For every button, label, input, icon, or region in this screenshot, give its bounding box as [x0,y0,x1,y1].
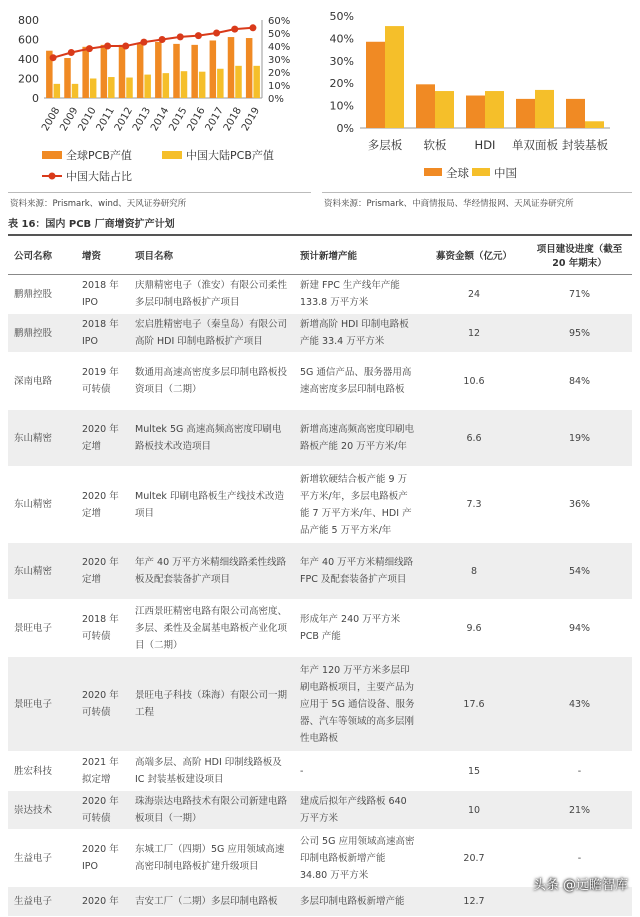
cell-capacity: 年产 120 万平方米多层印刷电路板项目，主要产品为应用于 5G 通信设备、服务器、汽车等领域的高多层刚性电路板 [294,657,421,752]
cell-capacity: 年产 40 万平方米精细线路 FPC 及配套装备扩产项目 [294,543,421,600]
divider-right [322,192,632,193]
cell-progress: - [527,752,632,791]
cell-progress: 95% [527,314,632,353]
bar-china [535,90,554,128]
cell-progress: 21% [527,791,632,830]
cell-project: 高端多层、高阶 HDI 印制线路板及 IC 封装基板建设项目 [129,752,294,791]
cell-capacity: 多层印制电路板新增产能 [294,887,421,917]
y-tick-label: 0 [32,92,39,105]
header-amount: 募资金额（亿元） [421,235,527,275]
line-share-point [213,30,220,37]
cell-company: 东山精密 [8,467,76,543]
line-share-point [50,54,57,61]
y-tick-label: 400 [18,53,39,66]
bar-global [466,96,485,128]
cell-amount: 9.6 [421,600,527,657]
bar-global [137,43,144,98]
cell-capacity: - [294,752,421,791]
cell-project: 宏启胜精密电子（秦皇岛）有限公司高阶 HDI 印制电路板扩产项目 [129,314,294,353]
cell-type: 2020 年 IPO [76,830,129,887]
cell-company: 鹏鼎控股 [8,314,76,353]
legend-label-china: 中国 [494,166,517,180]
chart-product-mix [322,0,640,190]
table-row [8,275,632,314]
table-row [8,543,632,600]
x-tick-label: 2011 [94,105,117,134]
legend-swatch-china [162,151,182,159]
bar-china [163,73,170,98]
bar-china [199,72,206,98]
cell-capacity: 公司 5G 应用领域高速高密印制电路板新增产能 34.80 万平方米 [294,830,421,887]
header-type: 增资 [76,235,129,275]
legend-label-global: 全球PCB产值 [66,149,132,162]
cell-project: 吉安工厂（二期）多层印制电路板 [129,887,294,917]
line-share-point [68,49,75,56]
legend-marker-share [49,173,56,180]
y2-tick-label: 0% [268,94,284,105]
cell-type: 2020 年 可转债 [76,791,129,830]
source-right: 资料来源：Prismark、中商情报局、华经情报网、天风证券研究所 [324,199,574,209]
x-tick-label: 2019 [239,105,263,134]
cell-amount: 24 [421,275,527,314]
cell-progress: - [527,830,632,887]
cell-project: 珠海崇达电路技术有限公司新建电路板项目（一期） [129,791,294,830]
watermark: 头条 @远瞻智库 [532,878,628,893]
y-tick-label: 200 [18,72,39,86]
bar-china [217,69,224,98]
line-share-point [122,43,129,50]
cell-progress: 84% [527,353,632,410]
table-row [8,314,632,353]
cell-amount: 12.7 [421,887,527,917]
bar-global [191,45,198,98]
cell-project: 东城工厂（四期）5G 应用领域高速高密印制电路板扩建升级项目 [129,830,294,887]
bar-global [155,42,162,98]
table-header-row [8,235,632,275]
bar-china [385,26,404,128]
cell-company: 东山精密 [8,410,76,467]
y-tick-label: 0% [336,122,354,135]
bar-china [126,78,133,98]
expansion-table [8,234,632,917]
cell-type: 2020 年 定增 [76,543,129,600]
cell-progress: 19% [527,410,632,467]
cell-progress: 71% [527,275,632,314]
y-tick-label: 10% [329,99,354,113]
cell-type: 2020 年 [76,887,129,917]
x-tick-label: 2018 [221,105,245,134]
x-tick-label: 2012 [112,105,136,134]
bar-china [253,66,260,98]
cell-project: 景旺电子科技（珠海）有限公司一期工程 [129,657,294,752]
cell-type: 2020 年 定增 [76,410,129,467]
cell-progress: 43% [527,657,632,752]
cell-capacity: 形成年产 240 万平方米 PCB 产能 [294,600,421,657]
x-tick-label: 2008 [40,105,63,134]
table-row [8,353,632,410]
cell-type: 2018 年 IPO [76,314,129,353]
x-tick-label: 封装基板 [562,138,608,152]
y2-tick-label: 50% [268,29,291,40]
line-share-point [195,32,202,39]
chart-product-mix-svg [322,0,640,190]
cell-capacity: 建成后拟年产线路板 640 万平方米 [294,791,421,830]
line-share-point [86,45,93,52]
cell-type: 2019 年 可转债 [76,353,129,410]
bar-china [181,71,188,98]
y2-tick-label: 20% [268,68,291,79]
bar-china [90,79,97,99]
cell-project: Multek 印刷电路板生产线技术改造项目 [129,467,294,543]
legend-swatch-china [472,168,490,176]
y-tick-label: 40% [329,32,354,46]
cell-capacity: 新增软硬结合板产能 9 万平方米/年，多层电路板产能 7 万平方米/年、HDI 产品产能 5 万平方米/年 [294,467,421,543]
bar-global [246,38,253,98]
cell-project: 数通用高速高密度多层印制电路板投资项目（二期） [129,353,294,410]
line-share-point [249,24,256,31]
line-share-point [177,33,184,40]
table-row [8,752,632,791]
x-tick-label: 2017 [203,105,226,134]
cell-amount: 7.3 [421,467,527,543]
bar-china [585,121,604,128]
cell-progress: 36% [527,467,632,543]
cell-type: 2021 年 拟定增 [76,752,129,791]
cell-company: 深南电路 [8,353,76,410]
bar-global [101,45,108,98]
cell-type: 2018 年 可转债 [76,600,129,657]
bar-global [516,99,535,128]
line-share-point [231,26,238,33]
bar-global [416,84,435,128]
cell-type: 2020 年 可转债 [76,657,129,752]
cell-company: 景旺电子 [8,600,76,657]
x-tick-label: 2014 [149,105,172,134]
table-title: 表 16：国内 PCB 厂商增资扩产计划 [8,219,175,230]
legend-label-global: 全球 [446,166,469,180]
y2-tick-label: 30% [268,55,291,66]
cell-project: 江西景旺精密电路有限公司高密度、多层、柔性及金属基电路板产业化项目（二期） [129,600,294,657]
cell-capacity: 新建 FPC 生产线年产能 133.8 万平方米 [294,275,421,314]
x-tick-label: 2009 [58,105,81,134]
bar-china [108,77,115,98]
bar-global [366,42,385,128]
chart-pcb-output [0,0,315,190]
bar-china [72,84,79,98]
x-tick-label: HDI [474,138,496,152]
cell-progress: 94% [527,600,632,657]
cell-company: 东山精密 [8,543,76,600]
cell-company: 生益电子 [8,887,76,917]
bar-global [566,99,585,128]
cell-amount: 12 [421,314,527,353]
line-share-point [159,36,166,43]
bar-global [210,40,217,98]
cell-project: 庆鼎精密电子（淮安）有限公司柔性 多层印制电路板扩产项目 [129,275,294,314]
line-share-point [140,39,147,46]
x-tick-label: 2016 [185,105,208,134]
table-row [8,467,632,543]
cell-company: 崇达技术 [8,791,76,830]
cell-progress: 54% [527,543,632,600]
bar-global [64,58,71,98]
cell-amount: 10 [421,791,527,830]
bar-global [82,47,89,98]
x-tick-label: 2015 [167,105,190,134]
y-tick-label: 20% [329,77,354,91]
y-tick-label: 600 [18,33,39,47]
y-tick-label: 50% [329,10,354,23]
divider-left [8,192,311,193]
cell-project: Multek 5G 高速高频高密度印刷电路板技术改造项目 [129,410,294,467]
cell-amount: 6.6 [421,410,527,467]
y-tick-label: 30% [329,54,354,68]
cell-project: 年产 40 万平方米精细线路柔性线路板及配套装备扩产项目 [129,543,294,600]
cell-amount: 8 [421,543,527,600]
header-capacity: 预计新增产能 [294,235,421,275]
y2-tick-label: 10% [268,81,291,92]
bar-global [228,37,235,98]
bar-china [144,75,151,98]
y-tick-label: 800 [18,14,39,27]
table-row [8,410,632,467]
y2-tick-label: 60% [268,16,291,27]
x-tick-label: 2013 [130,105,154,134]
header-company: 公司名称 [8,235,76,275]
bar-global [119,45,126,98]
header-project: 项目名称 [129,235,294,275]
bar-china [235,66,242,98]
cell-company: 胜宏科技 [8,752,76,791]
cell-company: 景旺电子 [8,657,76,752]
cell-capacity: 5G 通信产品、服务器用高速高密度多层印制电路板 [294,353,421,410]
legend-swatch-global [42,151,62,159]
x-tick-label: 单双面板 [512,138,558,152]
cell-type: 2018 年 IPO [76,275,129,314]
bar-china [435,91,454,128]
cell-type: 2020 年 定增 [76,467,129,543]
legend-label-share: 中国大陆占比 [66,170,132,183]
cell-amount: 10.6 [421,353,527,410]
x-tick-label: 2010 [76,105,99,134]
legend-swatch-global [424,168,442,176]
bar-china [54,84,61,98]
cell-company: 鹏鼎控股 [8,275,76,314]
table-row [8,791,632,830]
table-row [8,600,632,657]
cell-amount: 17.6 [421,657,527,752]
cell-company: 生益电子 [8,830,76,887]
cell-capacity: 新增高阶 HDI 印制电路板产能 33.4 万平方米 [294,314,421,353]
chart-pcb-output-svg [0,0,315,190]
x-tick-label: 多层板 [367,138,403,152]
x-tick-label: 软板 [423,138,447,152]
table-row [8,657,632,752]
source-left: 资料来源：Prismark、wind、天风证券研究所 [10,199,187,209]
cell-capacity: 新增高速高频高密度印刷电路板产能 20 万平方米/年 [294,410,421,467]
y2-tick-label: 40% [268,42,291,53]
bar-global [173,44,180,98]
header-progress: 项目建设进度（截至 20 年期末） [527,235,632,275]
cell-amount: 20.7 [421,830,527,887]
line-share-point [104,43,111,50]
legend-label-china: 中国大陆PCB产值 [186,149,274,162]
cell-amount: 15 [421,752,527,791]
bar-china [485,91,504,128]
